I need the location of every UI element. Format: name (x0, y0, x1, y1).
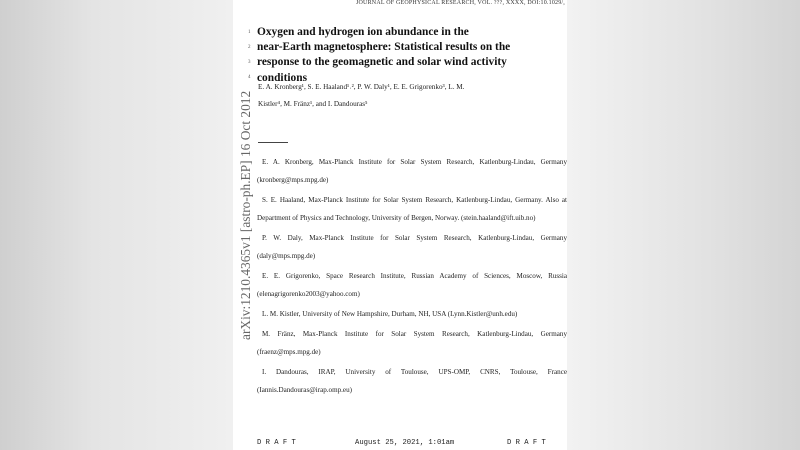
affiliation-item: M. Fränz, Max-Planck Institute for Solar System Research, Katlenburg-Lindau, Germany (fraenz@mps.mpg.de) (257, 330, 567, 356)
author-list-line-2: Kistler⁴, M. Fränz¹, and I. Dandouras⁵ (258, 100, 368, 108)
line-number: 2 (248, 45, 251, 50)
affiliation-item: L. M. Kistler, University of New Hampshire, Durham, NH, USA (Lynn.Kistler@unh.edu) (262, 310, 518, 318)
affiliation-list (257, 153, 567, 401)
journal-header: JOURNAL OF GEOPHYSICAL RESEARCH, VOL. ???, XXXX, DOI:10.1029/, (355, 0, 565, 6)
footer-draft-left: D R A F T (257, 439, 296, 447)
title-line: near-Earth magnetosphere: Statistical results on the (257, 41, 511, 54)
title-line: Oxygen and hydrogen ion abundance in the (257, 26, 469, 38)
viewer-background-left (0, 0, 233, 450)
viewer-background-right (567, 0, 800, 450)
line-number: 1 (248, 30, 251, 35)
affiliation-item: E. A. Kronberg, Max-Planck Institute for Solar System Research, Katlenburg-Lindau, Germany (kronberg@mps.mpg.de) (257, 158, 567, 184)
line-number: 4 (248, 75, 251, 80)
affiliation-item: E. E. Grigorenko, Space Research Institute, Russian Academy of Sciences, Moscow, Russia (elenagrigorenko2003@yahoo.com) (257, 272, 567, 298)
arxiv-id[interactable]: arXiv:1210.4365v1 [astro-ph.EP] 16 Oct 2012 (238, 90, 253, 340)
author-list-line-1: E. A. Kronberg¹, S. E. Haaland¹˒², P. W. Daly¹, E. E. Grigorenko³, L. M. (258, 83, 465, 91)
title-line: response to the geomagnetic and solar wind activity (257, 56, 507, 69)
paper-title (257, 25, 557, 86)
affiliation-item: I. Dandouras, IRAP, University of Toulouse, UPS-OMP, CNRS, Toulouse, France (Iannis.Dandouras@irap.omp.eu) (257, 368, 567, 394)
footer-draft-right: D R A F T (507, 439, 546, 447)
page-footer (233, 439, 567, 450)
paper-page (233, 0, 567, 450)
footnote-rule (258, 142, 288, 143)
affiliation-item: P. W. Daly, Max-Planck Institute for Solar System Research, Katlenburg-Lindau, Germany (daly@mps.mpg.de) (257, 234, 567, 260)
footer-date: August 25, 2021, 1:01am (355, 439, 455, 447)
line-number: 3 (248, 60, 251, 65)
affiliation-item: S. E. Haaland, Max-Planck Institute for Solar System Research, Katlenburg-Lindau, Germany. Also at Department of Physics and Technology, University of Bergen, Norway. (stein.haaland@ift.uib.no) (257, 196, 567, 222)
title-line: conditions (257, 71, 308, 84)
